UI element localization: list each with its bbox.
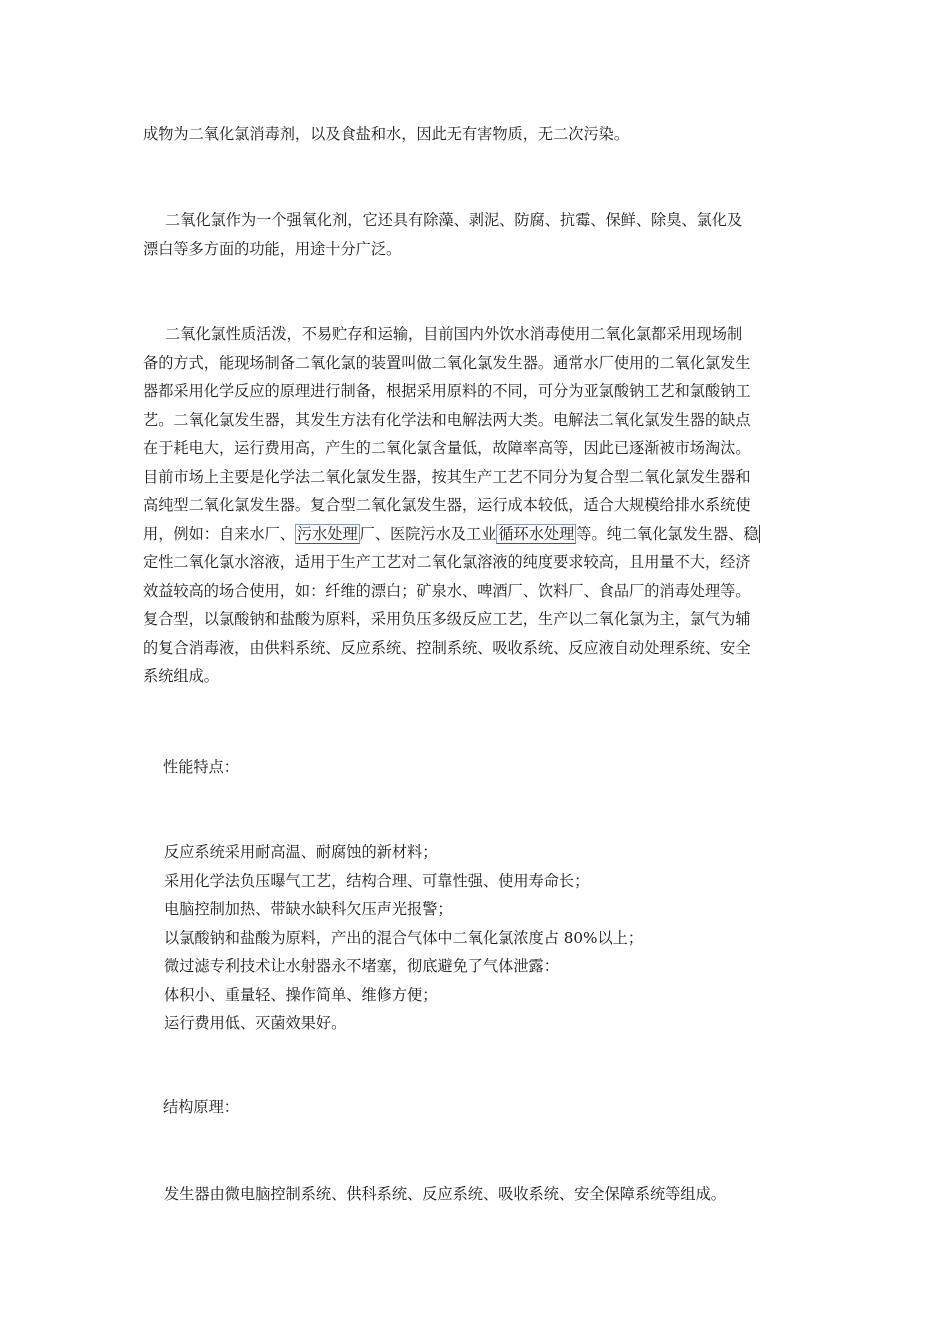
text-line: 漂白等多方面的功能，用途十分广泛。 [143,239,402,258]
text-line: 成物为二氧化氯消毒剂，以及食盐和水，因此无有害物质，无二次污染。 [143,125,629,143]
link-sewage-treatment[interactable]: 污水处理 [296,524,358,543]
list-item: 微过滤专利技术让水射器永不堵塞，彻底避免了气体泄露： [164,957,559,975]
structure-paragraph [164,1180,726,1209]
text-line: 发生器由微电脑控制系统、供科系统、反应系统、吸收系统、安全保障系统等组成。 [164,1185,726,1203]
link-circulating-water-treatment[interactable]: 循环水处理 [498,524,575,543]
text-line: 艺。二氧化氯发生器，其发生方法有化学法和电解法两大类。电解法二氧化氯发生器的缺点 [143,410,751,429]
list-item: 电脑控制加热、带缺水缺科欠压声光报警； [164,900,453,918]
text-segment: 厂、医院污水及工业 [359,524,497,543]
list-item: 以氯酸钠和盐酸为原料，产出的混合气体中二氧化氯浓度占 80%以上； [164,928,644,947]
text-segment: 等。纯二氧化氯发生器、稳 [576,524,759,543]
paragraph-2 [143,206,811,263]
features-heading: 性能特点： [163,758,239,776]
text-line: 二氧化氯作为一个强氧化剂，它还具有除藻、剥泥、防腐、抗霉、保鲜、除臭、氯化及 [165,211,743,229]
paragraph-3 [143,320,811,691]
text-line: 高纯型二氧化氯发生器。复合型二氧化氯发生器，运行成本较低，适合大规模给排水系统使 [143,496,751,514]
text-line: 器都采用化学反应的原理进行制备，根据采用原料的不同，可分为亚氯酸钠工艺和氯酸钠工 [143,382,751,400]
text-line: 二氧化氯性质活泼，不易贮存和运输，目前国内外饮水消毒使用二氧化氯都采用现场制 [165,325,743,343]
text-line: 目前市场上主要是化学法二氧化氯发生器，按其生产工艺不同分为复合型二氧化氯发生器和 [143,467,751,486]
text-line: 在于耗电大，运行费用高，产生的二氧化氯含量低，故障率高等，因此已逐渐被市场淘汰。 [143,439,751,457]
text-segment: 用，例如：自来水厂、 [143,524,295,543]
text-line: 复合型，以氯酸钠和盐酸为原料，采用负压多级反应工艺，生产以二氧化氯为主，氯气为辅 [143,610,751,628]
features-list [164,838,643,1038]
text-line-with-links [143,520,811,549]
text-line: 的复合消毒液，由供料系统、反应系统、控制系统、吸收系统、反应液自动处理系统、安全 [143,638,751,657]
list-item: 采用化学法负压曝气工艺，结构合理、可靠性强、使用寿命长； [164,871,590,890]
paragraph-1 [143,120,811,149]
list-item: 运行费用低、灭菌效果好。 [164,1014,347,1032]
list-item: 反应系统采用耐高温、耐腐蚀的新材料； [164,843,438,861]
structure-heading: 结构原理： [163,1098,239,1116]
text-line: 备的方式，能现场制备二氧化氯的装置叫做二氧化氯发生器。通常水厂使用的二氧化氯发生 [143,353,751,372]
text-line: 效益较高的场合使用，如：纤维的漂白；矿泉水、啤酒厂、饮料厂、食品厂的消毒处理等。 [143,581,751,600]
list-item: 体积小、重量轻、操作简单、维修方便； [164,985,438,1004]
text-line: 定性二氧化氯水溶液，适用于生产工艺对二氧化氯溶液的纯度要求较高，且用量不大，经济 [143,553,751,571]
text-line: 系统组成。 [143,667,219,685]
